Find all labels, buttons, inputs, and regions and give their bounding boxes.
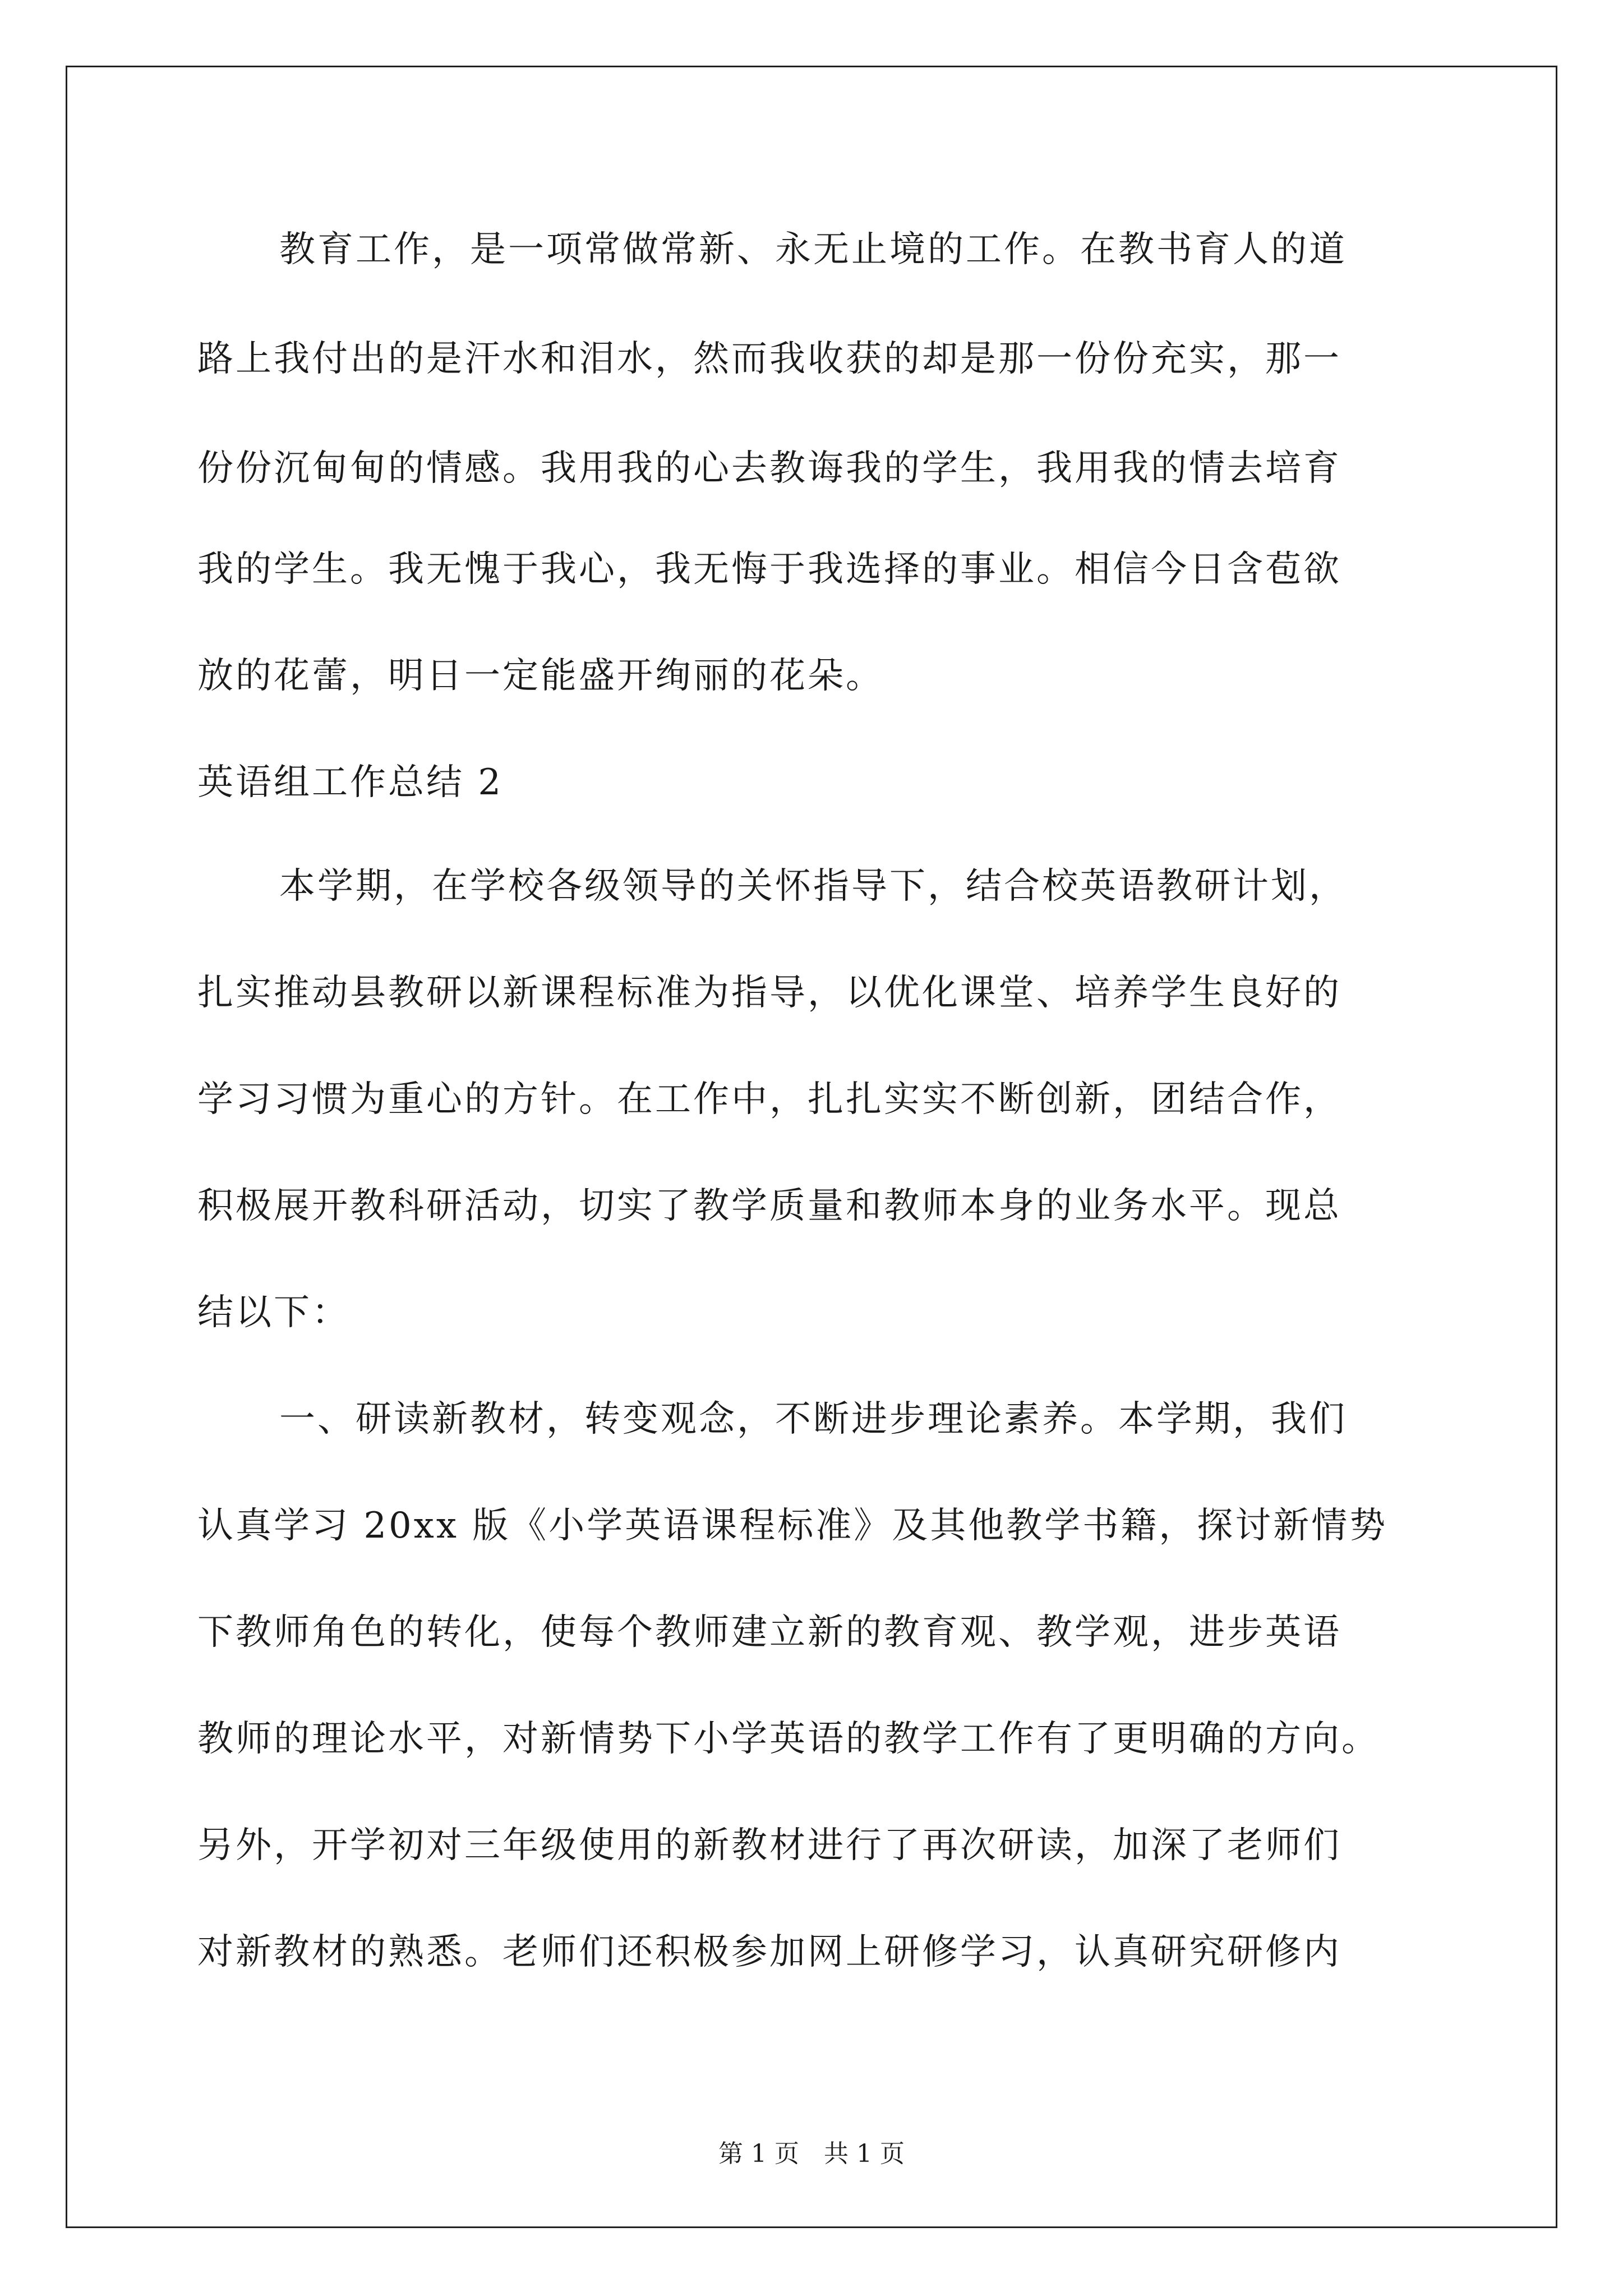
- section-heading: 英语组工作总结 2: [197, 762, 504, 803]
- text-line: 放的花蕾，明日一定能盛开绚丽的花朵。: [197, 655, 884, 697]
- text-line: 对新教材的熟悉。老师们还积极参加网上研修学习，认真研究研修内: [197, 1931, 1341, 1973]
- page-footer: 第 1 页 共 1 页: [718, 2139, 905, 2168]
- text-line: 我的学生。我无愧于我心，我无悔于我选择的事业。相信今日含苞欲: [197, 549, 1341, 590]
- text-line: 教师的理论水平，对新情势下小学英语的教学工作有了更明确的方向。: [197, 1718, 1380, 1760]
- text-line: 教育工作，是一项常做常新、永无止境的工作。在教书育人的道: [279, 229, 1347, 270]
- text-line: 本学期，在学校各级领导的关怀指导下，结合校英语教研计划，: [279, 866, 1347, 907]
- page-border: [66, 66, 1557, 2228]
- text-line: 一、研读新教材，转变观念，不断进步理论素养。本学期，我们: [279, 1398, 1347, 1440]
- text-line: 认真学习 20xx 版《小学英语课程标准》及其他教学书籍，探讨新情势: [197, 1505, 1388, 1547]
- text-line: 学习习惯为重心的方针。在工作中，扎扎实实不断创新，团结合作，: [197, 1079, 1341, 1120]
- text-line: 积极展开教科研活动，切实了教学质量和教师本身的业务水平。现总: [197, 1185, 1341, 1227]
- text-line: 另外，开学初对三年级使用的新教材进行了再次研读，加深了老师们: [197, 1825, 1341, 1866]
- text-line: 下教师角色的转化，使每个教师建立新的教育观、教学观，进步英语: [197, 1612, 1341, 1653]
- text-line: 扎实推动县教研以新课程标准为指导，以优化课堂、培养学生良好的: [197, 972, 1341, 1014]
- text-line: 路上我付出的是汗水和泪水，然而我收获的却是那一份份充实，那一: [197, 338, 1341, 380]
- text-line: 份份沉甸甸的情感。我用我的心去教诲我的学生，我用我的情去培育: [197, 448, 1341, 489]
- text-line: 结以下：: [197, 1292, 350, 1333]
